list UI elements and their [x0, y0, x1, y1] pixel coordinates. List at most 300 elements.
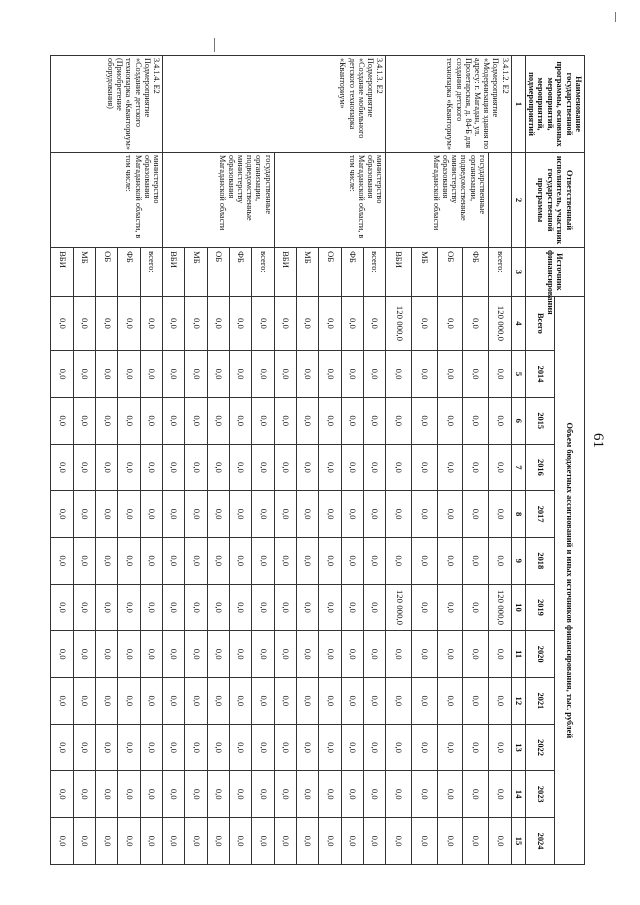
value-cell: 0,0	[296, 584, 318, 631]
column-number: 8	[511, 491, 525, 538]
value-cell: 0,0	[274, 537, 296, 584]
column-number: 9	[511, 537, 525, 584]
value-cell: 0,0	[386, 678, 412, 725]
source-cell: ФБ	[341, 248, 363, 297]
value-cell: 0,0	[319, 444, 341, 491]
value-cell: 0,0	[386, 397, 412, 444]
value-cell: 0,0	[229, 678, 251, 725]
value-cell: 0,0	[319, 351, 341, 398]
value-cell: 0,0	[463, 818, 489, 865]
value-cell: 0,0	[163, 631, 185, 678]
value-cell: 0,0	[463, 584, 489, 631]
value-cell: 0,0	[118, 771, 140, 818]
value-cell: 0,0	[185, 537, 207, 584]
value-cell: 0,0	[363, 491, 385, 538]
value-cell: 0,0	[412, 678, 438, 725]
value-cell: 0,0	[229, 491, 251, 538]
value-cell: 0,0	[163, 397, 185, 444]
value-cell: 0,0	[252, 444, 274, 491]
column-number: 10	[511, 584, 525, 631]
value-cell: 0,0	[140, 724, 162, 771]
value-cell: 0,0	[229, 584, 251, 631]
value-cell: 0,0	[319, 491, 341, 538]
value-cell: 0,0	[73, 631, 95, 678]
value-cell: 0,0	[185, 397, 207, 444]
value-cell: 0,0	[51, 444, 73, 491]
value-cell: 120 000,0	[386, 584, 412, 631]
value-cell: 0,0	[437, 296, 463, 351]
value-cell: 0,0	[488, 351, 511, 398]
value-cell: 0,0	[207, 351, 229, 398]
value-cell: 0,0	[274, 444, 296, 491]
value-cell: 0,0	[118, 351, 140, 398]
value-cell: 0,0	[163, 491, 185, 538]
header-row-top	[555, 56, 585, 865]
value-cell: 0,0	[319, 678, 341, 725]
column-numbers-row	[511, 56, 525, 865]
value-cell: 0,0	[140, 491, 162, 538]
rotated-table-container	[57, 55, 585, 865]
value-cell: 0,0	[488, 537, 511, 584]
value-cell: 0,0	[229, 771, 251, 818]
value-cell: 0,0	[140, 351, 162, 398]
value-cell: 0,0	[274, 818, 296, 865]
value-cell: 0,0	[319, 296, 341, 351]
value-cell: 0,0	[252, 397, 274, 444]
value-cell: 0,0	[341, 296, 363, 351]
value-cell: 0,0	[274, 351, 296, 398]
value-cell: 0,0	[51, 584, 73, 631]
source-cell: ФБ	[229, 248, 251, 297]
value-cell: 0,0	[341, 724, 363, 771]
column-number: 4	[511, 296, 525, 351]
value-cell: 0,0	[118, 584, 140, 631]
column-number: 3	[511, 248, 525, 297]
value-cell: 0,0	[185, 351, 207, 398]
value-cell: 0,0	[118, 818, 140, 865]
header-executor: Ответственный исполнитель, участник государственной программы	[525, 153, 584, 248]
value-cell: 0,0	[118, 631, 140, 678]
value-cell: 0,0	[437, 584, 463, 631]
value-cell: 0,0	[363, 444, 385, 491]
value-cell: 0,0	[229, 296, 251, 351]
page-number: 61	[590, 433, 606, 448]
value-cell: 0,0	[386, 537, 412, 584]
value-cell: 0,0	[412, 818, 438, 865]
value-cell: 0,0	[363, 724, 385, 771]
value-cell: 0,0	[363, 296, 385, 351]
value-cell: 0,0	[140, 296, 162, 351]
source-cell: ВБИ	[51, 248, 73, 297]
value-cell: 0,0	[437, 678, 463, 725]
value-cell: 0,0	[437, 397, 463, 444]
value-cell: 0,0	[185, 491, 207, 538]
value-cell: 0,0	[488, 724, 511, 771]
financing-table	[50, 55, 585, 865]
value-cell: 0,0	[185, 678, 207, 725]
value-cell: 0,0	[96, 537, 118, 584]
value-cell: 0,0	[363, 351, 385, 398]
value-cell: 0,0	[140, 444, 162, 491]
value-cell: 0,0	[274, 584, 296, 631]
value-cell: 0,0	[341, 678, 363, 725]
value-cell: 0,0	[488, 397, 511, 444]
value-cell: 0,0	[73, 397, 95, 444]
value-cell: 0,0	[341, 351, 363, 398]
value-cell: 120 000,0	[488, 584, 511, 631]
value-cell: 0,0	[296, 351, 318, 398]
source-cell: всего:	[363, 248, 385, 297]
value-cell: 0,0	[207, 537, 229, 584]
value-cell: 0,0	[96, 678, 118, 725]
value-cell: 0,0	[488, 444, 511, 491]
value-cell: 0,0	[252, 724, 274, 771]
value-cell: 0,0	[229, 631, 251, 678]
value-cell: 0,0	[412, 444, 438, 491]
value-cell: 0,0	[386, 631, 412, 678]
header-year: 2020	[525, 631, 555, 678]
value-cell: 0,0	[412, 397, 438, 444]
value-cell: 0,0	[51, 296, 73, 351]
value-cell: 0,0	[341, 397, 363, 444]
value-cell: 0,0	[118, 537, 140, 584]
executor-cell: министерство образования Магаданской области, в том числе:	[51, 153, 163, 248]
value-cell: 0,0	[341, 491, 363, 538]
value-cell: 0,0	[73, 724, 95, 771]
value-cell: 0,0	[363, 537, 385, 584]
value-cell: 0,0	[437, 444, 463, 491]
value-cell: 0,0	[96, 631, 118, 678]
value-cell: 0,0	[437, 631, 463, 678]
value-cell: 0,0	[412, 771, 438, 818]
value-cell: 0,0	[296, 296, 318, 351]
header-year: 2016	[525, 444, 555, 491]
source-cell: ВБИ	[163, 248, 185, 297]
value-cell: 0,0	[296, 771, 318, 818]
source-cell: ОБ	[96, 248, 118, 297]
value-cell: 0,0	[96, 491, 118, 538]
value-cell: 0,0	[140, 818, 162, 865]
header-year: 2017	[525, 491, 555, 538]
value-cell: 0,0	[73, 818, 95, 865]
header-year: 2021	[525, 678, 555, 725]
value-cell: 0,0	[73, 351, 95, 398]
value-cell: 0,0	[118, 491, 140, 538]
value-cell: 0,0	[185, 818, 207, 865]
value-cell: 0,0	[437, 724, 463, 771]
header-source: Источник финансирования	[525, 248, 584, 297]
value-cell: 0,0	[252, 818, 274, 865]
value-cell: 0,0	[163, 584, 185, 631]
value-cell: 0,0	[319, 537, 341, 584]
value-cell: 0,0	[363, 771, 385, 818]
value-cell: 0,0	[296, 724, 318, 771]
value-cell: 0,0	[163, 537, 185, 584]
value-cell: 0,0	[207, 724, 229, 771]
value-cell: 0,0	[252, 351, 274, 398]
column-number: 1	[511, 56, 525, 153]
value-cell: 0,0	[140, 631, 162, 678]
value-cell: 0,0	[185, 444, 207, 491]
value-cell: 0,0	[96, 584, 118, 631]
value-cell: 0,0	[274, 771, 296, 818]
value-cell: 0,0	[488, 631, 511, 678]
column-number: 15	[511, 818, 525, 865]
value-cell: 0,0	[252, 296, 274, 351]
value-cell: 0,0	[51, 397, 73, 444]
value-cell: 0,0	[207, 631, 229, 678]
value-cell: 0,0	[363, 584, 385, 631]
source-cell: всего:	[252, 248, 274, 297]
source-cell: ВБИ	[386, 248, 412, 297]
source-cell: всего:	[488, 248, 511, 297]
value-cell: 0,0	[319, 724, 341, 771]
value-cell: 0,0	[96, 724, 118, 771]
source-cell: ОБ	[437, 248, 463, 297]
table-row	[463, 56, 489, 865]
value-cell: 0,0	[412, 537, 438, 584]
value-cell: 0,0	[229, 818, 251, 865]
value-cell: 0,0	[185, 296, 207, 351]
value-cell: 0,0	[363, 818, 385, 865]
value-cell: 0,0	[207, 584, 229, 631]
column-number: 11	[511, 631, 525, 678]
value-cell: 0,0	[412, 351, 438, 398]
value-cell: 0,0	[207, 397, 229, 444]
value-cell: 0,0	[185, 584, 207, 631]
value-cell: 0,0	[463, 351, 489, 398]
header-year: 2015	[525, 397, 555, 444]
executor-cell: государственные организации, подведомственные министерству образования Магаданской области	[386, 153, 489, 248]
value-cell: 0,0	[163, 296, 185, 351]
source-cell: МБ	[73, 248, 95, 297]
value-cell: 0,0	[140, 771, 162, 818]
value-cell: 0,0	[463, 491, 489, 538]
value-cell: 0,0	[185, 724, 207, 771]
column-number: 12	[511, 678, 525, 725]
value-cell: 0,0	[252, 584, 274, 631]
value-cell: 0,0	[163, 771, 185, 818]
value-cell: 120 000,0	[386, 296, 412, 351]
value-cell: 0,0	[363, 678, 385, 725]
source-cell: ФБ	[118, 248, 140, 297]
scan-mark-right	[615, 12, 616, 22]
value-cell: 0,0	[118, 296, 140, 351]
executor-cell: государственные организации, подведомственные министерству образования Магаданской области	[163, 153, 275, 248]
value-cell: 0,0	[252, 491, 274, 538]
value-cell: 0,0	[463, 724, 489, 771]
header-volume: Объем бюджетных ассигнований и иных источников финансирования, тыс. рублей	[555, 296, 585, 864]
value-cell: 0,0	[341, 584, 363, 631]
value-cell: 0,0	[274, 631, 296, 678]
source-cell: всего:	[140, 248, 162, 297]
value-cell: 0,0	[296, 818, 318, 865]
value-cell: 0,0	[163, 724, 185, 771]
header-year: 2018	[525, 537, 555, 584]
value-cell: 0,0	[51, 491, 73, 538]
value-cell: 0,0	[51, 818, 73, 865]
column-number: 13	[511, 724, 525, 771]
value-cell: 0,0	[386, 771, 412, 818]
value-cell: 0,0	[51, 771, 73, 818]
value-cell: 0,0	[140, 678, 162, 725]
value-cell: 0,0	[96, 818, 118, 865]
value-cell: 0,0	[319, 818, 341, 865]
column-number: 6	[511, 397, 525, 444]
scan-mark-top	[214, 38, 215, 52]
value-cell: 0,0	[386, 444, 412, 491]
value-cell: 0,0	[163, 351, 185, 398]
value-cell: 0,0	[229, 444, 251, 491]
value-cell: 0,0	[412, 631, 438, 678]
value-cell: 0,0	[163, 678, 185, 725]
value-cell: 0,0	[412, 584, 438, 631]
value-cell: 0,0	[386, 818, 412, 865]
value-cell: 0,0	[274, 296, 296, 351]
value-cell: 0,0	[229, 397, 251, 444]
value-cell: 0,0	[463, 631, 489, 678]
value-cell: 0,0	[96, 351, 118, 398]
value-cell: 0,0	[488, 771, 511, 818]
value-cell: 0,0	[252, 537, 274, 584]
value-cell: 0,0	[229, 724, 251, 771]
value-cell: 0,0	[463, 397, 489, 444]
value-cell: 0,0	[252, 771, 274, 818]
header-year: 2024	[525, 818, 555, 865]
value-cell: 0,0	[185, 771, 207, 818]
value-cell: 0,0	[412, 491, 438, 538]
value-cell: 0,0	[437, 351, 463, 398]
executor-cell	[488, 153, 511, 248]
value-cell: 0,0	[296, 491, 318, 538]
value-cell: 0,0	[488, 818, 511, 865]
value-cell: 0,0	[140, 537, 162, 584]
value-cell: 0,0	[51, 537, 73, 584]
table-row	[140, 56, 162, 865]
subactivity-name: 3.4.1.4. Е2 Подмероприятие «Создание детского технопарка «Кванториум» (Приобретение оборудования)	[51, 56, 163, 153]
header-year: 2019	[525, 584, 555, 631]
table-row	[252, 56, 274, 865]
value-cell: 0,0	[118, 397, 140, 444]
column-number: 5	[511, 351, 525, 398]
value-cell: 0,0	[319, 584, 341, 631]
header-year: 2023	[525, 771, 555, 818]
value-cell: 0,0	[437, 537, 463, 584]
value-cell: 0,0	[96, 444, 118, 491]
value-cell: 0,0	[73, 584, 95, 631]
value-cell: 0,0	[296, 678, 318, 725]
value-cell: 0,0	[51, 351, 73, 398]
column-number: 14	[511, 771, 525, 818]
value-cell: 0,0	[118, 678, 140, 725]
value-cell: 0,0	[73, 537, 95, 584]
value-cell: 0,0	[207, 491, 229, 538]
value-cell: 0,0	[296, 537, 318, 584]
source-cell: МБ	[296, 248, 318, 297]
value-cell: 0,0	[463, 678, 489, 725]
table-body	[51, 56, 511, 865]
value-cell: 0,0	[274, 491, 296, 538]
value-cell: 0,0	[274, 678, 296, 725]
value-cell: 0,0	[96, 397, 118, 444]
value-cell: 0,0	[296, 444, 318, 491]
value-cell: 120 000,0	[488, 296, 511, 351]
value-cell: 0,0	[274, 724, 296, 771]
source-cell: ВБИ	[274, 248, 296, 297]
value-cell: 0,0	[73, 771, 95, 818]
header-year: 2014	[525, 351, 555, 398]
value-cell: 0,0	[363, 631, 385, 678]
value-cell: 0,0	[463, 771, 489, 818]
table-row	[363, 56, 385, 865]
value-cell: 0,0	[140, 584, 162, 631]
value-cell: 0,0	[96, 771, 118, 818]
value-cell: 0,0	[207, 444, 229, 491]
value-cell: 0,0	[73, 296, 95, 351]
value-cell: 0,0	[51, 631, 73, 678]
value-cell: 0,0	[51, 678, 73, 725]
header-total: Всего	[525, 296, 555, 351]
value-cell: 0,0	[437, 491, 463, 538]
value-cell: 0,0	[363, 397, 385, 444]
value-cell: 0,0	[412, 296, 438, 351]
value-cell: 0,0	[437, 771, 463, 818]
value-cell: 0,0	[341, 444, 363, 491]
value-cell: 0,0	[488, 491, 511, 538]
value-cell: 0,0	[274, 397, 296, 444]
header-name: Наименование государственной программы, основных мероприятий, мероприятий, подмероприятий	[525, 56, 584, 153]
value-cell: 0,0	[118, 444, 140, 491]
value-cell: 0,0	[463, 296, 489, 351]
source-cell: ФБ	[463, 248, 489, 297]
value-cell: 0,0	[185, 631, 207, 678]
value-cell: 0,0	[229, 351, 251, 398]
value-cell: 0,0	[163, 444, 185, 491]
value-cell: 0,0	[463, 537, 489, 584]
table-header	[511, 56, 584, 865]
value-cell: 0,0	[207, 818, 229, 865]
value-cell: 0,0	[73, 491, 95, 538]
value-cell: 0,0	[319, 397, 341, 444]
executor-cell: министерство образования Магаданской области, в том числе:	[274, 153, 386, 248]
value-cell: 0,0	[73, 444, 95, 491]
value-cell: 0,0	[140, 397, 162, 444]
table-frame	[57, 55, 585, 865]
source-cell: МБ	[185, 248, 207, 297]
column-number: 7	[511, 444, 525, 491]
value-cell: 0,0	[229, 537, 251, 584]
value-cell: 0,0	[463, 444, 489, 491]
source-cell: ОБ	[319, 248, 341, 297]
value-cell: 0,0	[207, 296, 229, 351]
subactivity-name: 3.4.1.3. Е2 Подмероприятие «Создание мобильного детского технопарка «Кванториум»	[163, 56, 386, 153]
value-cell: 0,0	[412, 724, 438, 771]
value-cell: 0,0	[296, 397, 318, 444]
value-cell: 0,0	[319, 631, 341, 678]
source-cell: МБ	[412, 248, 438, 297]
table-row	[488, 56, 511, 865]
value-cell: 0,0	[96, 296, 118, 351]
value-cell: 0,0	[163, 818, 185, 865]
value-cell: 0,0	[207, 678, 229, 725]
value-cell: 0,0	[252, 631, 274, 678]
value-cell: 0,0	[341, 818, 363, 865]
value-cell: 0,0	[488, 678, 511, 725]
value-cell: 0,0	[73, 678, 95, 725]
value-cell: 0,0	[252, 678, 274, 725]
value-cell: 0,0	[341, 631, 363, 678]
value-cell: 0,0	[386, 724, 412, 771]
